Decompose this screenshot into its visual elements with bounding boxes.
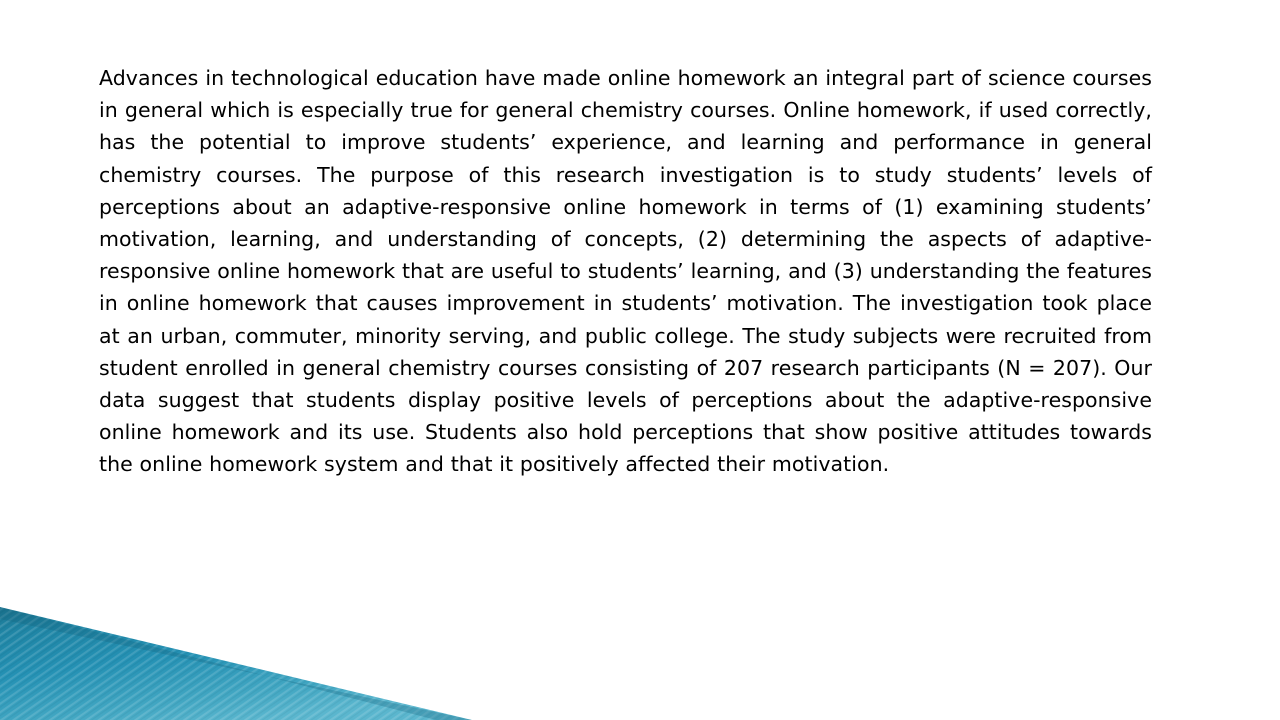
- bottom-left-wedge-decoration: [0, 600, 480, 720]
- abstract-text-block: [99, 62, 1152, 481]
- wedge-graphic: [0, 600, 480, 720]
- abstract-paragraph: Advances in technological education have made online homework an integral part of science courses in general which is especially true for general chemistry courses. Online homework, if used correctly, has the potential to improve students’ experience, and learning and performance in general chemistry courses. The purpose of this research investigation is to study students’ levels of perceptions about an adaptive-responsive online homework in terms of (1) examining students’ motivation, learning, and understanding of concepts, (2) determining the aspects of adaptive-responsive online homework that are useful to students’ learning, and (3) understanding the features in online homework that causes improvement in students’ motivation. The investigation took place at an urban, commuter, minority serving, and public college. The study subjects were recruited from student enrolled in general chemistry courses consisting of 207 research participants (N = 207). Our data suggest that students display positive levels of perceptions about the adaptive-responsive online homework and its use. Students also hold perceptions that show positive attitudes towards the online homework system and that it positively affected their motivation.: [99, 66, 1152, 477]
